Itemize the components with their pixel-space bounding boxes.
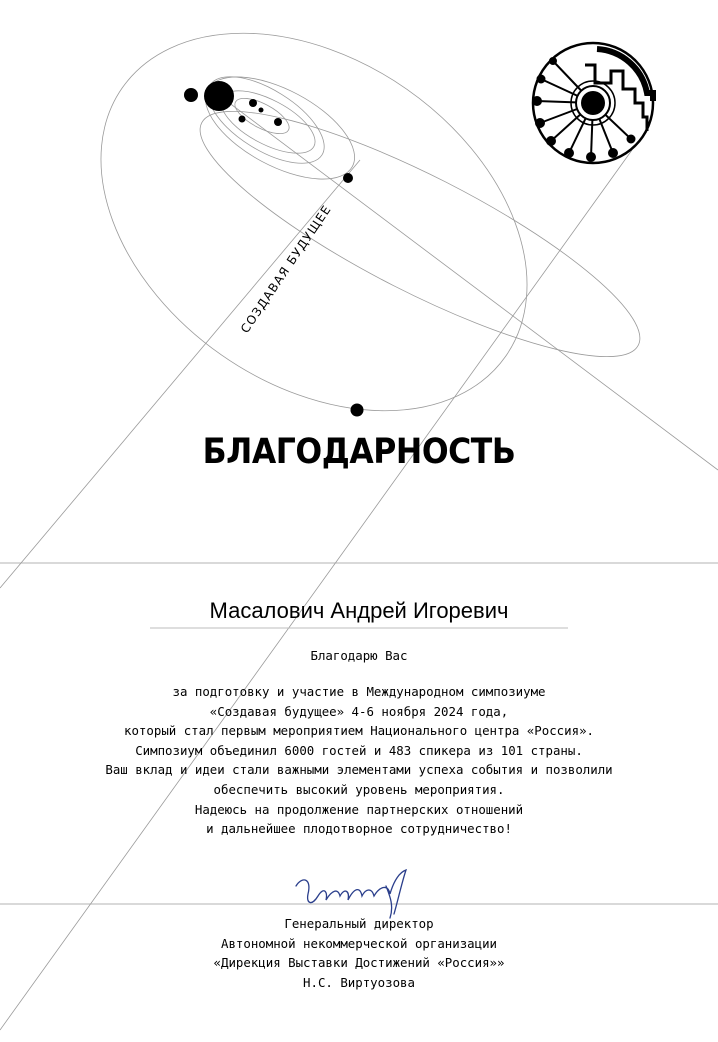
planet-dot-6 bbox=[351, 404, 364, 417]
diagonal-line-3 bbox=[220, 96, 718, 470]
recipient-name: Масалович Андрей Игоревич bbox=[209, 598, 509, 623]
planet-large bbox=[204, 81, 234, 111]
planet-dot-3 bbox=[239, 116, 246, 123]
document-title: БЛАГОДАРНОСТЬ bbox=[202, 432, 516, 472]
greeting: Благодарю Вас bbox=[310, 648, 408, 663]
body-text bbox=[0, 682, 718, 839]
signer-org-line1: Автономной некоммерческой организации bbox=[220, 935, 497, 951]
body-line: Симпозиум объединил 6000 гостей и 483 спикера из 101 страны. bbox=[135, 742, 583, 758]
signer-name: Н.С. Виртуозова bbox=[303, 974, 415, 990]
body-line: «Создавая будущее» 4-6 ноября 2024 года, bbox=[209, 703, 509, 719]
sun-emblem bbox=[533, 43, 653, 163]
planet-dot-1 bbox=[249, 99, 257, 107]
signer-org-line2: «Дирекция Выставки Достижений «Россия»» bbox=[213, 955, 505, 971]
inner-orbit-4 bbox=[194, 60, 338, 181]
signer-position: Генеральный директор bbox=[284, 916, 434, 931]
planet-dot-5 bbox=[343, 173, 353, 183]
planet-dot-2 bbox=[259, 108, 264, 113]
planet-small-left bbox=[184, 88, 198, 102]
inner-orbit-3 bbox=[230, 91, 294, 140]
signer-block bbox=[0, 914, 718, 992]
logo-arc-text: СОЗДАВАЯ БУДУЩЕЕ bbox=[237, 202, 335, 336]
body-line: за подготовку и участие в Международном симпозиуме bbox=[172, 684, 546, 699]
body-line: и дальнейшее плодотворное сотрудничество! bbox=[206, 821, 512, 837]
body-line: Ваш вклад и идеи стали важными элементами успеха события и позволили bbox=[105, 762, 613, 778]
outer-orbit bbox=[29, 0, 598, 489]
body-line: обеспечить высокий уровень мероприятия. bbox=[213, 781, 505, 797]
planet-dot-4 bbox=[274, 118, 282, 126]
body-line: Надеюсь на продолжение партнерских отношений bbox=[194, 801, 524, 817]
body-line: который стал первым мероприятием Национального центра «Россия». bbox=[124, 723, 594, 739]
diagonal-line-1 bbox=[0, 160, 360, 588]
